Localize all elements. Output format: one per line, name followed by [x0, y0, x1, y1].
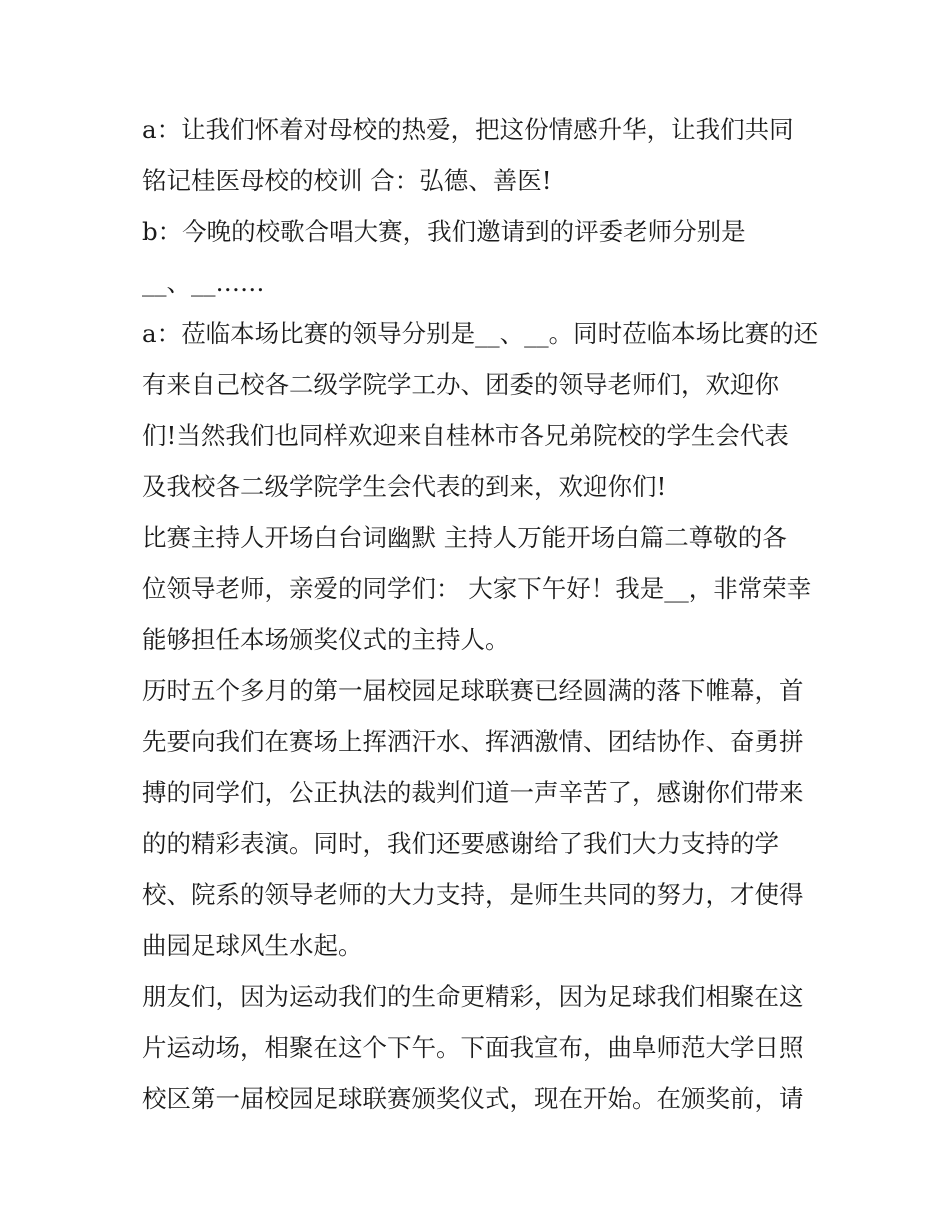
text-line: 位领导老师，亲爱的同学们： 大家下午好！我是__，非常荣幸 [142, 574, 812, 603]
text-line: 先要向我们在赛场上挥洒汗水、挥洒激情、团结协作、奋勇拼 [142, 727, 804, 756]
text-line: 能够担任本场颁奖仪式的主持人。 [142, 625, 510, 654]
text-line: b：今晚的校歌合唱大赛，我们邀请到的评委老师分别是 [142, 217, 746, 246]
text-line: 校、院系的领导老师的大力支持，是师生共同的努力，才使得 [142, 880, 804, 909]
text-line: a：让我们怀着对母校的热爱，把这份情感升华，让我们共同 [142, 115, 794, 144]
text-line: __、__…… [142, 268, 265, 297]
text-line: 校区第一届校园足球联赛颁奖仪式，现在开始。在颁奖前，请 [142, 1084, 804, 1113]
text-line: a：莅临本场比赛的领导分别是__、__。同时莅临本场比赛的还 [142, 319, 819, 348]
text-line: 比赛主持人开场白台词幽默 主持人万能开场白篇二尊敬的各 [142, 523, 787, 552]
document-page [142, 104, 822, 1124]
text-line: 铭记桂医母校的校训 合：弘德、善医! [142, 166, 552, 195]
text-line: 朋友们，因为运动我们的生命更精彩，因为足球我们相聚在这 [142, 982, 804, 1011]
text-line: 有来自己校各二级学院学工办、团委的领导老师们，欢迎你 [142, 370, 779, 399]
text-line: 曲园足球风生水起。 [142, 931, 363, 960]
text-line: 历时五个多月的第一届校园足球联赛已经圆满的落下帷幕，首 [142, 676, 804, 705]
text-line: 及我校各二级学院学生会代表的到来，欢迎你们! [142, 472, 667, 501]
text-line: 的的精彩表演。同时，我们还要感谢给了我们大力支持的学 [142, 829, 779, 858]
text-line: 们!当然我们也同样欢迎来自桂林市各兄弟院校的学生会代表 [142, 421, 789, 450]
text-line: 片运动场，相聚在这个下午。下面我宣布，曲阜师范大学日照 [142, 1033, 804, 1062]
text-line: 搏的同学们，公正执法的裁判们道一声辛苦了，感谢你们带来 [142, 778, 804, 807]
